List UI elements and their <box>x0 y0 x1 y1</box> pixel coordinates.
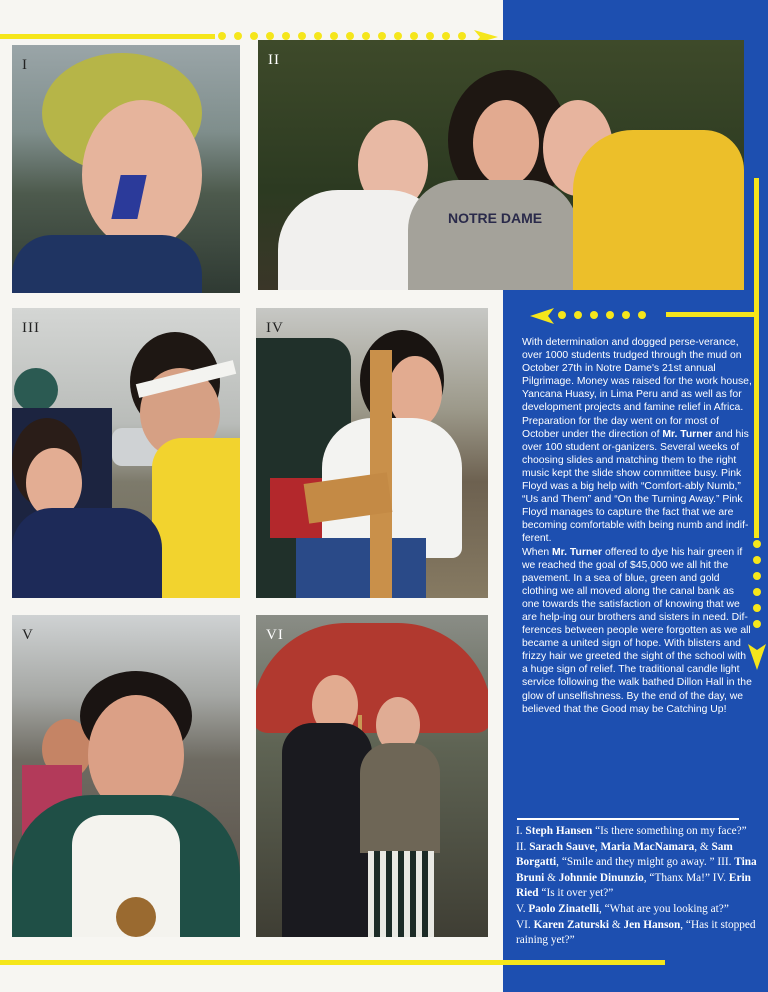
photo-i <box>12 45 240 293</box>
caption-separator: & <box>609 918 624 931</box>
photo-numeral: I <box>22 57 28 73</box>
caption-divider <box>517 818 739 820</box>
photo-iii <box>12 308 240 598</box>
mid-yellow-line <box>666 312 758 317</box>
caption-name: Johnnie Dinunzio <box>558 871 644 884</box>
caption-label: VI. <box>516 918 534 931</box>
red-umbrella-shape <box>256 623 488 733</box>
caption-name: Maria MacNamara <box>600 840 695 853</box>
person-right-jacket <box>573 130 744 290</box>
caption-name: Steph Hansen <box>525 825 593 837</box>
caption-name: Erin Ried <box>516 871 751 900</box>
caption-label: V. <box>516 902 529 915</box>
jacket-shape <box>12 235 202 293</box>
caption-name: Sam Borgatti <box>516 840 733 869</box>
article-text: offered to dye his hair green if we reached the goal of $45,000 we all hit the pavement. In a sea of blue, green and gold clothing we all moved along the canal bank as one towards the satisfaction of knowing that we are help-ing our brothers and sisters in need. Dif-ferences between people were forgotten as we all became a united sign of hope. With blisters and frizzy hair we greeted the sight of the school with a huge sign of relief. The traditional candle light service following the walk bathed Dillon Hall in the glow of unselfishness. By the end of the day, we believed that the Good may be Catching Up! <box>522 546 752 715</box>
caption-name: Karen Zaturski <box>533 918 610 931</box>
photo-ii <box>258 40 744 290</box>
boy-yellow-jacket <box>152 438 240 598</box>
person-back-head <box>14 368 58 412</box>
caption-quote: , “Thanx Ma!” <box>643 871 713 884</box>
photo-numeral: III <box>22 320 40 336</box>
photo-vi <box>256 615 488 937</box>
caption-separator: , <box>594 840 601 853</box>
article-text: and his over 100 student or-ganizers. Several weeks of choosing slides and matching them to the right music kept the slide show committee busy. Pink Floyd was a big help with “Comfort-ably Numb,” “Us and Them” and “On the Turning Away.” Pink Floyd manages to capture the fact that we are becoming comfortable with being numb and indif-ferent. <box>522 428 749 545</box>
caption-label: III. <box>717 856 735 869</box>
caption-quote: , “Has it stopped raining yet?” <box>516 918 756 947</box>
caption-name: Paolo Zinatelli <box>528 902 599 915</box>
photo-numeral: VI <box>266 627 284 643</box>
caption-label: I. <box>516 825 526 837</box>
caption-name: Jen Hanson <box>623 918 681 931</box>
bottom-yellow-line <box>0 960 665 965</box>
mid-dotted-line <box>556 310 656 320</box>
caption-separator: & <box>544 871 559 884</box>
top-yellow-line <box>0 34 215 39</box>
right-vertical-line <box>754 178 759 538</box>
article-name: Mr. Turner <box>662 428 713 440</box>
caption-name: Tina Bruni <box>516 856 757 884</box>
photo-v <box>12 615 240 937</box>
girl-right-sweater <box>360 743 440 853</box>
article-paragraph-2 <box>522 546 752 716</box>
article-text: When <box>522 546 553 558</box>
girl-right-plaid-pants <box>368 851 434 937</box>
article-name: Mr. Turner <box>552 546 603 558</box>
caption-label: II. <box>516 840 530 853</box>
photo-numeral: V <box>22 627 34 643</box>
article-paragraph-1 <box>522 336 752 546</box>
girl-jeans <box>296 538 426 598</box>
person-middle-head <box>473 100 539 186</box>
caption-label: IV. <box>712 871 729 884</box>
left-arrow-icon <box>528 306 556 326</box>
photo-numeral: IV <box>266 320 284 336</box>
photo-numeral: II <box>268 52 280 68</box>
article-body <box>522 336 752 716</box>
girl-jacket <box>12 508 162 598</box>
caption-quote: “Is it over yet?” <box>538 887 614 900</box>
caption-quote: , “What are you looking at?” <box>598 902 729 915</box>
photo-iv <box>256 308 488 598</box>
caption-separator: , & <box>694 840 712 853</box>
girl-left-body <box>282 723 372 937</box>
photo-captions <box>516 824 758 949</box>
person-middle-shirt <box>408 180 578 290</box>
caption-quote: “Is there something on my face?” <box>592 825 747 837</box>
shirt-dog-graphic <box>116 897 156 937</box>
article-text: With determination and dogged perse-verance, over 1000 students trudged through the mud on October 27th in Notre Dame's 21st annual Pilgrimage. Money was raised for the work house, Yancana Huasy, in Lima Peru and as well as for development projects and famine relief in Africa. Preparation for the day went on for most of October under the direction of <box>522 337 752 440</box>
right-dotted-line <box>752 540 762 640</box>
shirt-text: NOTRE DAME <box>448 210 543 226</box>
caption-quote: , “Smile and they might go away. ” <box>556 856 718 869</box>
caption-name: Sarach Sauve <box>529 840 595 853</box>
